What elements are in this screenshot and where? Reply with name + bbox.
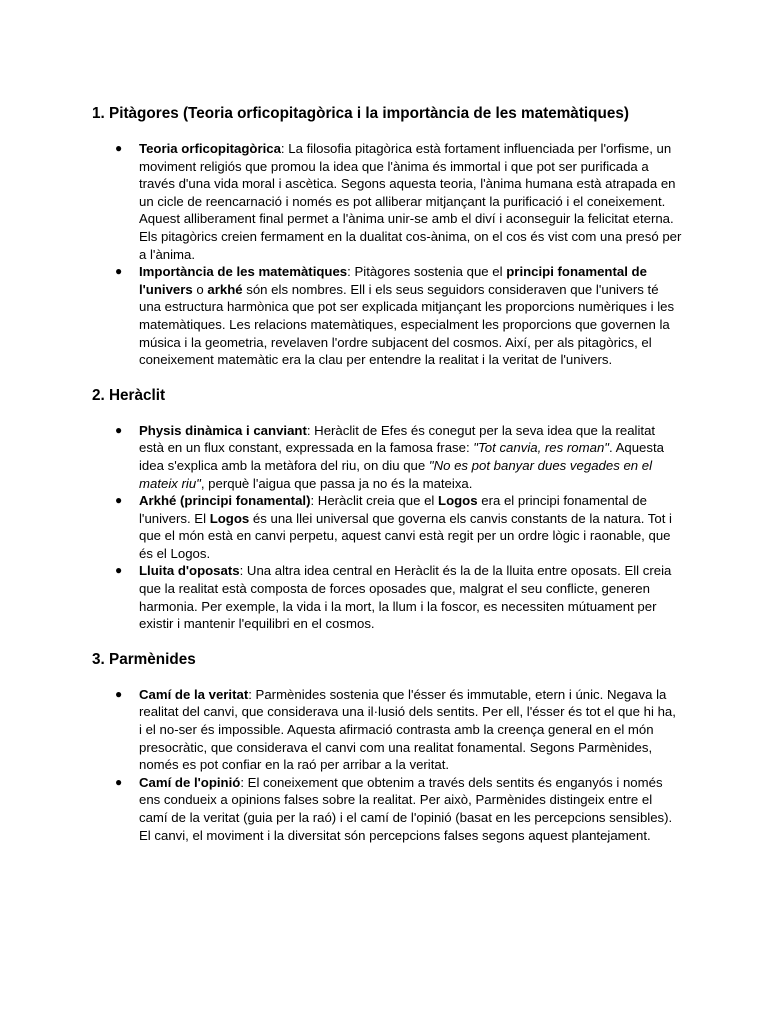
bold-text: Arkhé (principi fonamental) xyxy=(139,493,311,509)
list-item xyxy=(115,686,682,774)
section-heading-parmenides: 3. Parmènides xyxy=(92,650,196,668)
bold-text: Logos xyxy=(438,493,478,509)
body-text: : Una altra idea central en Heràclit és la de la lluita entre oposats. Ell creia que la realitat està composta de forces oposades que, malgrat el seu conflicte, generen harmonia. Per exemple, la vida i la mort, la llum i la foscor, es necessiten mútuament per existir i mantenir l'equilibri en el cosmos. xyxy=(139,563,672,632)
body-text: : El coneixement que obtenim a través dels sentits és enganyós i només ens condueix a opinions falses sobre la realitat. Per això, Parmènides distingeix entre el camí de la veritat (guia per la raó) i el camí de l'opinió (basat en les percepcions sensibles). El canvi, el moviment i la diversitat són percepcions falses segons aquest plantejament. xyxy=(139,774,673,843)
body-text: : Parmènides sostenia que l'ésser és immutable, etern i únic. Negava la realitat del canvi, que considerava una il·lusió dels sentits. Per ell, l'ésser és tot el que hi ha, i el no-ser és impossible. Aquesta afirmació contrasta amb la creença general en el món presocràtic, que considerava el canvi com una realitat fonamental. Segons Parmènides, només es pot confiar en la raó per arribar a la veritat. xyxy=(139,686,676,773)
italic-quote: "Tot canvia, res roman" xyxy=(473,440,609,456)
section-heading-heraclit: 2. Heràclit xyxy=(92,386,166,404)
section-list-pitagores xyxy=(92,140,682,369)
bold-text: Physis dinàmica i canviant xyxy=(139,422,307,438)
body-text: , perquè l'aigua que passa ja no és la mateixa. xyxy=(200,475,473,491)
bold-text: Importància de les matemàtiques xyxy=(139,264,348,280)
list-item xyxy=(115,140,682,263)
bullet-icon: ● xyxy=(115,774,123,789)
bullet-icon: ● xyxy=(115,422,123,437)
body-text: és una llei universal que governa els canvis constants de la natura. Tot i que el món està en canvi perpetu, aquest canvi està regit per un ordre lògic i raonable, que és el Logos. xyxy=(139,510,672,561)
bold-text: Logos xyxy=(209,510,250,526)
body-text: : Pitàgores sostenia que el xyxy=(347,264,507,280)
bullet-icon: ● xyxy=(115,141,123,155)
bullet-icon: ● xyxy=(115,686,123,701)
section-list-parmenides xyxy=(92,686,682,844)
italic-quote: "No es pot banyar dues vegades en el mateix riu" xyxy=(139,457,653,491)
document-body xyxy=(92,103,682,844)
bold-text: Camí de l'opinió xyxy=(139,774,241,790)
bold-text: arkhé xyxy=(207,281,243,297)
list-item xyxy=(115,562,682,632)
bullet-icon: ● xyxy=(115,563,123,578)
bold-text: principi fonamental de l'univers xyxy=(139,264,647,297)
body-text: : Heràclit creia que el xyxy=(310,493,439,509)
body-text: són els nombres. Ell i els seus seguidors consideraven que l'univers té una estructura harmònica que pot ser explicada mitjançant les proporcions numèriques i les matemàtiques. Les relacions matemàtiques, especialment les proporcions que governen la música i la geometria, revelaven l'ordre subjacent del cosmos. Així, per als pitagòrics, el coneixement matemàtic era la clau per entendre la realitat i la veritat de l'univers. xyxy=(139,281,675,368)
bold-text: Teoria orficopitagòrica xyxy=(139,141,281,156)
body-text: : La filosofia pitagòrica està fortament influenciada per l'orfisme, un moviment religiós que promou la idea que l'ànima és immortal i que pot ser purificada a través d'una vida moral i ascètica. Segons aquesta teoria, l'ànima humana està atrapada en un cicle de reencarnació i només es pot alliberar mitjançant la purificació i el coneixement. Aquest alliberament final permet a l'ànima unir-se amb el diví i aconseguir la felicitat eterna. Els pitagòrics creien fermament en la dualitat cos-ànima, on el cos és vist com una presó per a l'ànima. xyxy=(139,141,682,262)
bold-text: Camí de la veritat xyxy=(139,686,249,702)
bullet-icon: ● xyxy=(115,264,123,279)
list-item xyxy=(115,422,682,492)
list-item xyxy=(115,263,682,369)
section-list-heraclit xyxy=(92,422,682,633)
bold-text: Lluita d'oposats xyxy=(139,563,240,579)
body-text: . Aquesta idea s'explica amb la metàfora del riu, on diu que xyxy=(139,440,664,473)
body-text: : Heràclit de Efes és conegut per la seva idea que la realitat està en un flux constant, expressada en la famosa frase: xyxy=(139,422,656,456)
body-text: era el principi fonamental de l'univers. El xyxy=(139,493,647,526)
list-item xyxy=(115,774,682,844)
section-heading-pitagores: 1. Pitàgores (Teoria orficopitagòrica i la importància de les matemàtiques) xyxy=(92,105,629,122)
bullet-icon: ● xyxy=(115,493,123,508)
list-item xyxy=(115,492,682,562)
body-text: o xyxy=(192,281,208,297)
